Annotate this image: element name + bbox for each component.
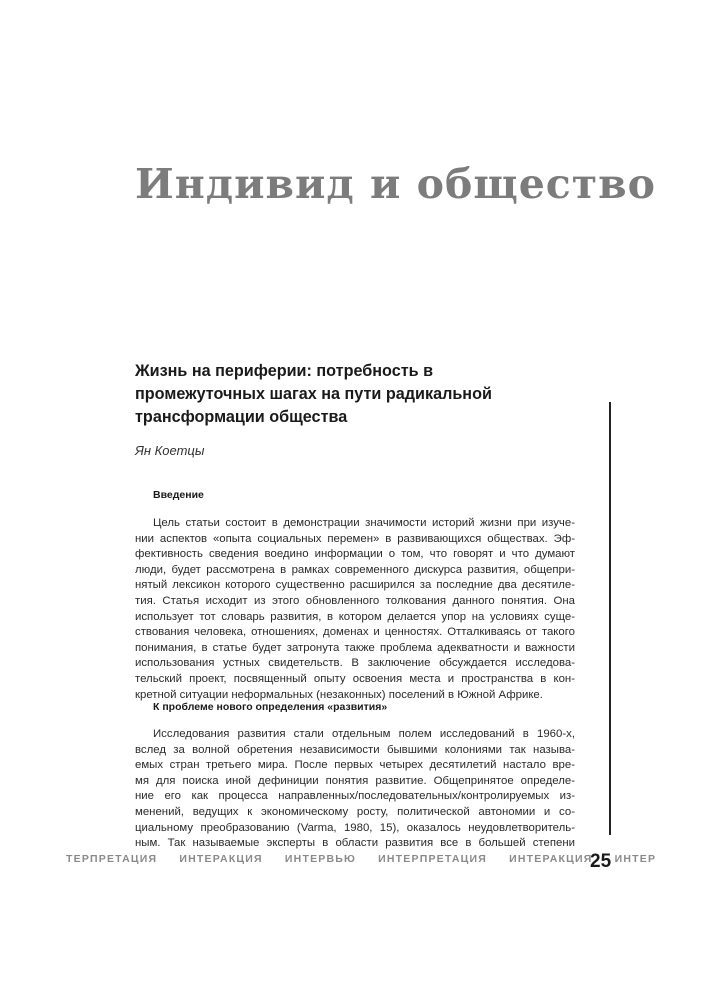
text-line: менений, ведущих к экономическому росту, политической автономии и со- [135,805,575,818]
footer-word: ИНТЕРПРЕТАЦИЯ [378,853,487,865]
article-title-line: трансформации общества [135,408,348,426]
text-line: емых стран третьего мира. После первых четырех десятилетий настало вре- [135,759,575,772]
vertical-rule [609,402,611,835]
text-line: Исследования развития стали отдельным полем исследований в 1960-х, [153,728,575,740]
footer-word: ИНТЕР [614,853,657,865]
article-title-line: промежуточных шагах на пути радикальной [135,385,492,403]
text-line: кретной ситуации неформальных (незаконных) поселений в Южной Африке. [135,688,543,701]
text-line: люди, будет рассмотрена в рамках современного дискурса развития, общепри- [135,563,575,576]
text-line: нятый лексикон которого существенно расширился за последние два десятиле- [135,579,575,592]
text-line: ным. Так называемые эксперты в области развития все в большей степени [135,837,575,850]
text-line: Цель статьи состоит в демонстрации значимости историй жизни при изуче- [153,517,575,529]
section-title: Индивид и общество [135,160,657,208]
footer-word: ИНТЕРАКЦИЯ [509,853,593,865]
section-heading-development: К проблеме нового определения «развития» [153,701,388,713]
text-line: нии аспектов «опыта социальных перемен» в развивающихся обществах. Эф- [135,532,575,545]
text-line: понимания, в статье будет затронута также проблема адекватности и важности [135,641,575,654]
text-line: тельский проект, посвященный опыту освоения места и пространства в кон- [135,672,575,685]
page-number: 25 [590,851,612,872]
paragraph-development [135,727,575,852]
footer-word: ИНТЕРВЬЮ [284,853,357,865]
paragraph-introduction [135,516,575,703]
text-line: тия. Статья исходит из этого обновленного толкования данного понятия. Она [135,594,575,607]
text-line: ствования человека, отношениях, доменах и ценностях. Отталкиваясь от такого [135,626,575,639]
article-title [135,360,575,429]
text-line: использования устных свидетельств. В заключение обсуждается исследова- [135,657,575,670]
author-name: Ян Коетцы [135,443,205,458]
text-line: вслед за волной обретения независимости бывшими колониями так называ- [135,743,575,756]
footer-word: ИНТЕРАКЦИЯ [179,853,263,865]
text-line: фективность сведения воедино информации о том, что говорят и что думают [135,548,575,561]
article-title-line: Жизнь на периферии: потребность в [135,362,434,380]
footer-word: ТЕРПРЕТАЦИЯ [66,853,158,865]
text-line: ние его как процесса направленных/последовательных/контролируемых из- [135,790,575,803]
text-line: циальному преобразованию (Varma, 1980, 15), оказалось неудовлетворитель- [135,821,575,834]
text-line: использует тот словарь развития, в котором делается упор на условиях суще- [135,610,575,623]
section-heading-introduction: Введение [153,489,204,501]
text-line: мя для поиска иной дефиниции понятия развитие. Общепринятое определе- [135,774,575,787]
